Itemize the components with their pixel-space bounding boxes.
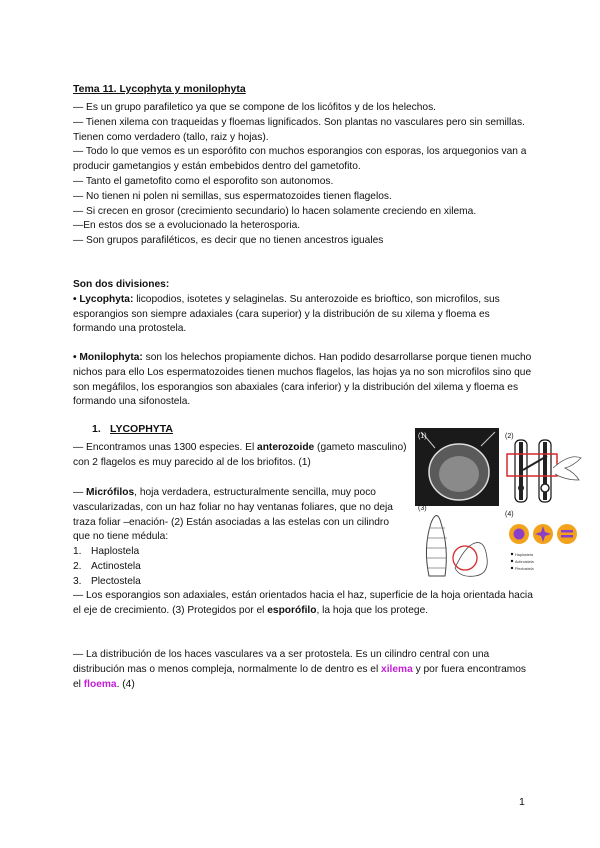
plectostela-xylem-1 [561, 530, 573, 533]
fig-label-4: (4) [505, 511, 514, 518]
stele-list [73, 545, 407, 589]
intro-line: — Si crecen en grosor (crecimiento secundario) lo hacen solamente creciendo en xilema. [73, 205, 477, 217]
lycophyta-label: • Lycophyta: [73, 293, 134, 305]
legend-bullet [511, 553, 513, 555]
microfilos-paragraph [73, 486, 407, 590]
divisions-block [73, 278, 533, 337]
list-number: 1. [73, 546, 82, 558]
monilophyta-text: son los helechos propiamente dichos. Han podido desarrollarse porque tienen mucho nichos para ello Los espermatozoides tienen muchos flagelos, las hojas ya no son microfilos sino que son megáfilos, los esporangios son abaxiales (cara inferior) y la distribución del xilema y floema es formando una sifonostela. [73, 352, 532, 408]
intro-line: — No tienen ni polen ni semillas, sus espermatozoides tienen flagelos. [73, 190, 392, 202]
fig-label-2: (2) [505, 433, 514, 440]
anterozoide-paragraph [73, 441, 407, 471]
list-item [73, 545, 407, 560]
section-dot-left [518, 485, 524, 491]
lycophyta-text: licopodios, isotetes y selaginelas. Su anterozoide es brioftico, son microfilos, sus esporangios son siempre adaxiales (cara superior) y la distribución de su xilema y floema es formando una protostela. [73, 293, 500, 335]
section-number: 1. [92, 423, 101, 435]
text-run: . (4) [116, 678, 135, 690]
text-run: , la hoja que los protege. [316, 604, 429, 616]
intro-line: —En estos dos se a evolucionado la heterosporia. [73, 220, 301, 232]
page-number: 1 [519, 796, 525, 808]
monilophyta-label: • Monilophyta: [73, 352, 143, 363]
haplostela-xylem [514, 529, 525, 540]
list-text: Plectostela [91, 575, 141, 587]
lycophyta-paragraph [73, 293, 533, 337]
section-heading [92, 423, 173, 435]
intro-line: — Tanto el gametofito como el esporofito son autonomos. [73, 175, 334, 187]
protostela-paragraph [73, 648, 533, 692]
term-floema: floema [83, 678, 117, 690]
term-esporofilo: esporófilo [267, 604, 317, 616]
monilophyta-paragraph [73, 351, 533, 410]
list-item [73, 575, 407, 590]
text-run: — Encontramos unas 1300 especies. El [73, 442, 258, 453]
strobilus-outline [426, 516, 446, 577]
term-xilema: xilema [381, 663, 413, 675]
list-text: Haplostela [91, 546, 140, 558]
stem-vascular-left [519, 442, 523, 500]
list-text: Actinostela [91, 560, 141, 572]
intro-line: — Tienen xilema con traqueidas y floemas lignificados. Son plantas no vasculares pero sin semillas. Tienen como verdadero (tallo, raiz y hojas). [73, 116, 525, 143]
text-run: (gameto masculino) con 2 flagelos es muy parecido al de los briofitos. (1) [73, 442, 407, 468]
legend-plectostela: Plectostela [515, 567, 534, 571]
section-name: LYCOPHYTA [110, 423, 174, 435]
legend-bullet [511, 567, 513, 569]
legend-actinostela: Actinostela [515, 560, 534, 564]
plectostela-phloem [557, 524, 577, 544]
plectostela-xylem-2 [561, 535, 573, 538]
legend-haplostela: Haplostela [515, 553, 533, 557]
document-title: Tema 11. Lycophyta y monilophyta [73, 83, 246, 95]
text-run: — La distribución de los haces vasculares va a ser protostela. Es un cilindro central con una distribución mas o menos compleja, normalmente lo de dentro es el [73, 649, 490, 675]
divisions-heading: Son dos divisiones: [73, 279, 170, 290]
fig-label-3: (3) [418, 505, 427, 512]
text-run: , hoja verdadera, estructuralmente sencilla, muy poco vascularizadas, con un haz foliar no hay ventanas foliares, que no deja traza foliar –enación- (2) Están asociadas a las estelas con un cilindro que no tiene médula: [73, 487, 393, 543]
section-dot-right [541, 484, 549, 492]
list-number: 3. [73, 575, 82, 587]
intro-line: — Son grupos parafiléticos, es decir que no tienen ancestros iguales [73, 235, 384, 247]
intro-list [73, 101, 533, 249]
list-number: 2. [73, 560, 82, 572]
intro-line: — Todo lo que vemos es un esporófito con muchos esporangios con esporas, los arquegonios van a producir gametangios y están embebidos dentro del gametofito. [73, 146, 527, 173]
anterozoid-core [439, 456, 479, 492]
esporangios-paragraph [73, 589, 533, 619]
text-run: — Los esporangios son adaxiales, están orientados hacia el haz, superficie de la hoja orientada hacia el eje de crecimiento. (3) Protegidos por el [73, 590, 533, 616]
lycophyta-figure [415, 428, 583, 578]
text-run: y por fuera encontramos el [73, 663, 527, 690]
term-microfilos: Micrófilos [86, 487, 135, 498]
term-anterozoide: anterozoide [257, 442, 315, 453]
list-item [73, 560, 407, 575]
fig-label-1: (1) [418, 433, 427, 440]
text-run: — [73, 487, 87, 498]
legend-bullet [511, 560, 513, 562]
intro-line: — Es un grupo parafiletico ya que se compone de los licófitos y de los helechos. [73, 102, 436, 113]
